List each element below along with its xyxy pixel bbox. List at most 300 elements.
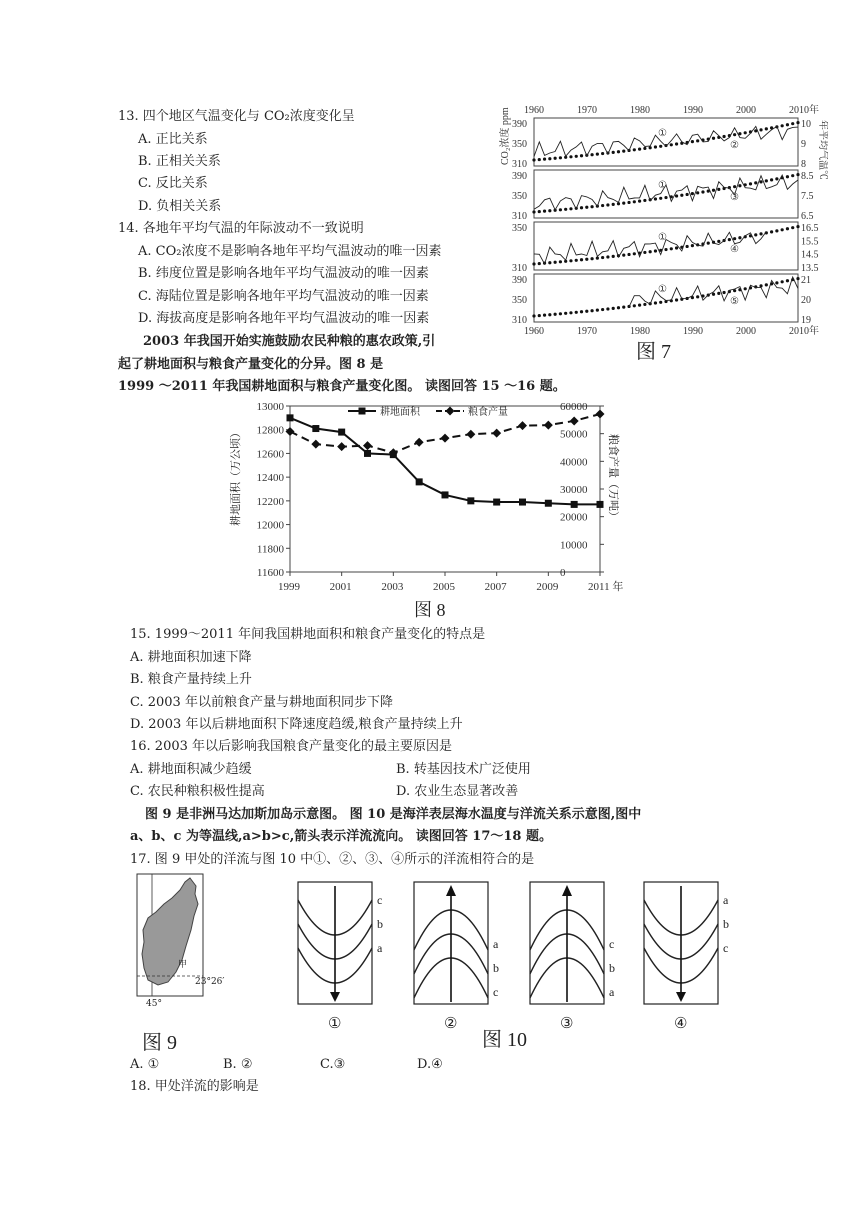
fig10-isotherm-label: a — [609, 985, 615, 999]
fig7-top-tick: 1980 — [630, 105, 650, 116]
fig8-ylabel-right: 粮食产量（万吨） — [607, 434, 620, 522]
q16-option-c: C. 农民种粮积极性提高 — [130, 784, 265, 799]
fig7-co2-point — [606, 255, 609, 258]
fig10-panel-number: ③ — [560, 1014, 574, 1032]
fig7-ylabel-left: CO₂浓度 ppm — [500, 107, 511, 165]
fig7-co2-point — [675, 298, 678, 301]
fig7-left-tick: 350 — [512, 223, 527, 234]
fig9-caption: 图 9 — [142, 1032, 177, 1054]
fig7-bottom-tick: 1970 — [577, 326, 597, 337]
madagascar-island — [142, 878, 198, 985]
q15-option-c: C. 2003 年以前粮食产量与耕地面积同步下降 — [130, 695, 393, 710]
fig7-co2-point — [796, 173, 799, 176]
fig10-panel-number: ① — [328, 1014, 342, 1032]
fig7-co2-point — [633, 252, 636, 255]
fig7-co2-point — [612, 255, 615, 258]
x-tick-label: 2005 — [433, 581, 455, 593]
fig7-co2-point — [675, 246, 678, 249]
fig7-co2-point — [781, 228, 784, 231]
q16-option-a: A. 耕地面积减少趋缓 — [130, 762, 252, 777]
fig10-arrow-head-icon — [676, 992, 686, 1002]
fig7-co2-point — [717, 188, 720, 191]
fig7-co2-point — [559, 312, 562, 315]
fig7-right-tick: 8.5 — [801, 171, 814, 182]
fig7-curve-label-co2: ① — [658, 180, 667, 191]
fig7-co2-point — [638, 304, 641, 307]
fig7-co2-point — [559, 260, 562, 263]
fig7-left-tick: 350 — [512, 191, 527, 202]
fig7-co2-point — [654, 145, 657, 148]
fig7-co2-point — [633, 148, 636, 151]
fig7-co2-point — [559, 208, 562, 211]
legend-marker-square — [359, 408, 366, 415]
fig7-co2-point — [791, 226, 794, 229]
y-left-tick-label: 12000 — [256, 519, 284, 532]
q15-option-b: B. 粮食产量持续上升 — [130, 672, 252, 687]
fig7-co2-point — [590, 153, 593, 156]
fig7-curve-label-temp: ④ — [730, 244, 739, 255]
fig7-co2-point — [759, 180, 762, 183]
fig7-co2-point — [707, 242, 710, 245]
fig7-top-tick: 2010年 — [789, 105, 819, 116]
fig7-co2-point — [659, 145, 662, 148]
fig7-co2-point — [654, 301, 657, 304]
fig7-co2-point — [638, 200, 641, 203]
fig7-co2-point — [575, 311, 578, 314]
fig7-co2-point — [686, 245, 689, 248]
fig7-co2-point — [654, 249, 657, 252]
fig7-co2-point — [759, 128, 762, 131]
fig7-co2-point — [670, 247, 673, 250]
fig7-co2-point — [622, 149, 625, 152]
fig7-co2-point — [532, 210, 535, 213]
fig7-co2-point — [712, 137, 715, 140]
fig7-left-tick: 390 — [512, 119, 527, 130]
latitude-label: 23°26′ — [195, 977, 225, 987]
fig7-co2-point — [569, 311, 572, 314]
fig7-co2-point — [722, 135, 725, 138]
fig7-co2-point — [691, 192, 694, 195]
fig7-right-tick: 10 — [801, 119, 811, 130]
q13-option-c: C. 反比关系 — [138, 176, 208, 191]
fig7-co2-point — [538, 158, 541, 161]
intro-15-line-3: 1999 ～2011 年我国耕地面积与粮食产量变化图。 读图回答 15 ～16 题。 — [118, 379, 566, 394]
cultivated-area-point — [364, 450, 371, 457]
fig7-co2-point — [728, 238, 731, 241]
fig7-co2-point — [627, 253, 630, 256]
grain-output-point — [466, 430, 475, 439]
q15-option-a: A. 耕地面积加速下降 — [130, 650, 252, 665]
fig10-isotherm-label: b — [609, 961, 615, 975]
fig10-isotherm-label: c — [377, 893, 383, 907]
fig7-co2-point — [617, 150, 620, 153]
fig7-co2-point — [796, 225, 799, 228]
fig7-curve-label-temp: ② — [730, 140, 739, 151]
fig10-arrow-head-icon — [446, 885, 456, 896]
fig7-right-tick: 8 — [801, 159, 806, 170]
cultivated-area-point — [416, 478, 423, 485]
fig7-co2-point — [696, 139, 699, 142]
fig7-co2-point — [601, 308, 604, 311]
cultivated-area-point — [442, 491, 449, 498]
figure-7 — [498, 100, 828, 362]
fig7-co2-point — [680, 194, 683, 197]
fig7-co2-point — [590, 257, 593, 260]
q15-stem: 15. 1999～2011 年间我国耕地面积和粮食产量变化的特点是 — [130, 627, 486, 642]
fig8-caption: 图 8 — [414, 600, 446, 620]
fig7-co2-point — [601, 152, 604, 155]
fig7-co2-point — [664, 196, 667, 199]
legend-label-cultivated-area: 耕地面积 — [380, 407, 420, 418]
fig7-co2-point — [532, 158, 535, 161]
fig10-panel-number: ② — [444, 1014, 458, 1032]
fig7-co2-point — [791, 174, 794, 177]
fig7-co2-point — [775, 229, 778, 232]
y-right-tick-label: 0 — [560, 567, 566, 579]
fig7-right-tick: 21 — [801, 275, 811, 286]
fig7-co2-point — [538, 314, 541, 317]
grain-output-point — [518, 421, 527, 430]
fig7-co2-point — [548, 157, 551, 160]
fig7-co2-point — [532, 262, 535, 265]
fig7-co2-point — [781, 124, 784, 127]
fig7-bottom-tick: 1980 — [630, 326, 650, 337]
grain-output-point — [441, 434, 450, 443]
fig7-co2-point — [590, 309, 593, 312]
grain-output-point — [570, 416, 579, 425]
fig7-right-tick: 20 — [801, 295, 811, 306]
fig7-curve-label-co2: ① — [658, 284, 667, 295]
fig7-left-tick: 310 — [512, 263, 527, 274]
cultivated-area-point — [467, 497, 474, 504]
fig7-caption: 图 7 — [636, 341, 671, 362]
fig7-co2-point — [744, 287, 747, 290]
fig7-co2-point — [559, 156, 562, 159]
q18-stem: 18. 甲处洋流的影响是 — [130, 1079, 259, 1094]
cultivated-area-point — [597, 501, 604, 508]
q14-option-a: A. CO₂浓度不是影响各地年平均气温波动的唯一因素 — [138, 244, 442, 259]
grain-output-point — [544, 421, 553, 430]
grain-output-point — [286, 427, 295, 436]
fig7-co2-point — [691, 244, 694, 247]
x-tick-label: 2003 — [381, 581, 404, 593]
fig7-co2-point — [612, 203, 615, 206]
fig7-co2-point — [643, 303, 646, 306]
fig7-co2-point — [791, 122, 794, 125]
q13-stem: 13. 四个地区气温变化与 CO₂浓度变化呈 — [118, 109, 355, 124]
fig7-co2-point — [554, 261, 557, 264]
fig7-co2-point — [585, 258, 588, 261]
fig7-right-tick: 13.5 — [801, 263, 819, 274]
figure-8-chart — [228, 398, 628, 620]
fig7-co2-point — [564, 312, 567, 315]
fig7-co2-point — [575, 155, 578, 158]
y-left-tick-label: 13000 — [256, 401, 284, 413]
fig7-co2-point — [569, 207, 572, 210]
fig7-co2-point — [733, 185, 736, 188]
fig7-bottom-tick: 2000 — [736, 326, 756, 337]
fig7-co2-point — [538, 262, 541, 265]
place-jia-label: 甲 — [178, 960, 188, 970]
fig10-arrow-head-icon — [330, 992, 340, 1002]
grain-output-point — [337, 442, 346, 451]
legend-marker-diamond — [446, 407, 455, 416]
fig7-curve-label-temp: ③ — [730, 192, 739, 203]
series-line-grain-output — [290, 414, 600, 453]
fig7-co2-point — [664, 248, 667, 251]
fig10-isotherm-label: a — [377, 941, 383, 955]
fig7-co2-point — [781, 280, 784, 283]
fig7-co2-point — [770, 178, 773, 181]
fig7-co2-point — [765, 127, 768, 130]
fig10-isotherm-label: a — [493, 937, 499, 951]
y-left-tick-label: 12800 — [256, 424, 284, 437]
cultivated-area-point — [493, 499, 500, 506]
fig7-co2-point — [601, 256, 604, 259]
q17-option-d: D.④ — [417, 1057, 443, 1072]
fig7-bottom-tick: 1960 — [524, 326, 544, 337]
q15-option-d: D. 2003 年以后耕地面积下降速度趋缓,粮食产量持续上升 — [130, 717, 463, 732]
fig7-co2-point — [675, 142, 678, 145]
fig7-ylabel-right: 年平均气温℃ — [817, 120, 828, 180]
fig7-co2-point — [622, 305, 625, 308]
fig7-co2-point — [659, 197, 662, 200]
q17-stem: 17. 图 9 甲处的洋流与图 10 中①、②、③、④所示的洋流相符合的是 — [130, 852, 535, 867]
fig7-top-tick: 2000 — [736, 105, 756, 116]
x-tick-label: 2001 — [329, 581, 352, 593]
y-left-tick-label: 12600 — [256, 448, 284, 461]
q14-option-c: C. 海陆位置是影响各地年平均气温波动的唯一因素 — [138, 289, 429, 304]
fig7-right-tick: 14.5 — [801, 249, 819, 261]
fig7-co2-point — [649, 250, 652, 253]
fig7-co2-point — [612, 151, 615, 154]
fig10-isotherm-label: a — [723, 893, 729, 907]
fig7-co2-point — [733, 133, 736, 136]
intro-15-line-1: 2003 年我国开始实施鼓励农民种粮的惠农政策,引 — [143, 334, 436, 349]
longitude-label: 45° — [146, 999, 162, 1009]
fig7-co2-point — [696, 191, 699, 194]
fig7-co2-point — [765, 283, 768, 286]
fig7-left-tick: 350 — [512, 295, 527, 306]
fig7-co2-point — [596, 153, 599, 156]
fig10-isotherm-label: c — [493, 985, 499, 999]
fig7-right-tick: 15.5 — [801, 236, 819, 248]
fig7-co2-point — [749, 182, 752, 185]
y-left-tick-label: 11800 — [256, 543, 284, 556]
grain-output-point — [492, 429, 501, 438]
fig7-co2-point — [585, 206, 588, 209]
fig7-co2-point — [543, 158, 546, 161]
fig7-co2-point — [633, 200, 636, 203]
fig7-co2-point — [759, 284, 762, 287]
fig7-co2-point — [601, 204, 604, 207]
x-tick-label: 2011 年 — [588, 581, 624, 593]
q13-option-d: D. 负相关关系 — [138, 199, 222, 214]
fig7-left-tick: 350 — [512, 139, 527, 150]
fig7-right-tick: 19 — [801, 315, 811, 326]
q16-option-b: B. 转基因技术广泛使用 — [396, 762, 531, 777]
fig7-bottom-tick: 1990 — [683, 326, 703, 337]
intro-15-line-2: 起了耕地面积与粮食产量变化的分异。图 8 是 — [118, 357, 384, 372]
fig7-top-tick: 1990 — [683, 105, 703, 116]
cultivated-area-point — [312, 425, 319, 432]
fig7-co2-point — [722, 291, 725, 294]
y-left-tick-label: 12400 — [256, 472, 284, 485]
x-tick-label: 2007 — [484, 581, 507, 593]
intro-17-line-2: a、b、c 为等温线,a>b>c,箭头表示洋流流向。 读图回答 17～18 题。 — [130, 829, 552, 844]
fig7-co2-point — [580, 206, 583, 209]
fig7-co2-point — [786, 227, 789, 230]
fig7-left-tick: 390 — [512, 275, 527, 286]
y-right-tick-label: 20000 — [560, 511, 588, 524]
fig7-co2-point — [670, 143, 673, 146]
fig7-co2-point — [590, 205, 593, 208]
fig7-top-tick: 1960 — [524, 105, 544, 116]
fig7-left-tick: 310 — [512, 211, 527, 222]
fig7-co2-point — [775, 281, 778, 284]
fig7-co2-point — [606, 203, 609, 206]
fig7-co2-point — [686, 193, 689, 196]
x-tick-label: 1999 — [278, 581, 300, 593]
q16-option-d: D. 农业生态显著改善 — [396, 784, 519, 799]
fig7-co2-point — [617, 306, 620, 309]
intro-17-line-1: 图 9 是非洲马达加斯加岛示意图。 图 10 是海洋表层海水温度与洋流关系示意图,图中 — [145, 807, 642, 822]
fig7-co2-point — [569, 155, 572, 158]
fig7-co2-point — [754, 233, 757, 236]
fig7-co2-point — [580, 258, 583, 261]
fig7-co2-point — [649, 146, 652, 149]
fig7-co2-point — [538, 210, 541, 213]
fig7-co2-point — [580, 154, 583, 157]
fig10-isotherm-label: c — [723, 941, 729, 955]
q13-option-a: A. 正比关系 — [138, 132, 208, 147]
cultivated-area-point — [287, 414, 294, 421]
fig7-right-tick: 6.5 — [801, 211, 814, 222]
fig10-panel-number: ④ — [674, 1014, 688, 1032]
fig10-isotherm-label: b — [377, 917, 383, 931]
fig7-right-tick: 7.5 — [801, 191, 814, 202]
y-right-tick-label: 30000 — [560, 484, 588, 496]
fig7-co2-point — [786, 123, 789, 126]
fig7-co2-point — [696, 295, 699, 298]
q14-stem: 14. 各地年平均气温的年际波动不一致说明 — [118, 221, 364, 236]
fig7-left-tick: 310 — [512, 159, 527, 170]
cultivated-area-point — [338, 429, 345, 436]
fig7-co2-point — [596, 309, 599, 312]
fig7-co2-point — [606, 307, 609, 310]
fig7-co2-point — [744, 131, 747, 134]
q14-option-b: B. 纬度位置是影响各地年平均气温波动的唯一因素 — [138, 266, 429, 281]
fig7-co2-point — [717, 292, 720, 295]
fig7-co2-point — [622, 201, 625, 204]
fig7-co2-point — [717, 240, 720, 243]
fig7-co2-point — [532, 314, 535, 317]
fig7-co2-point — [712, 189, 715, 192]
fig7-panel-frame — [534, 274, 798, 322]
fig7-top-tick: 1970 — [577, 105, 597, 116]
fig7-co2-point — [654, 197, 657, 200]
fig7-co2-point — [643, 199, 646, 202]
cultivated-area-point — [545, 500, 552, 507]
cultivated-area-point — [519, 499, 526, 506]
fig7-curve-label-co2: ① — [658, 128, 667, 139]
fig7-panel-frame — [534, 118, 798, 166]
y-right-tick-label: 40000 — [560, 456, 588, 469]
fig7-co2-point — [659, 301, 662, 304]
fig7-right-tick: 9 — [801, 139, 806, 150]
fig7-co2-point — [796, 277, 799, 280]
fig10-caption: 图 10 — [482, 1029, 527, 1051]
fig7-co2-point — [738, 184, 741, 187]
fig7-co2-point — [564, 208, 567, 211]
fig7-co2-point — [548, 261, 551, 264]
fig10-isotherm-label: b — [723, 917, 729, 931]
fig7-co2-point — [691, 140, 694, 143]
fig7-co2-point — [765, 179, 768, 182]
fig7-co2-point — [754, 181, 757, 184]
fig7-co2-point — [701, 190, 704, 193]
fig7-curve-label-co2: ① — [658, 232, 667, 243]
fig7-co2-point — [786, 175, 789, 178]
q17-option-b: B. ② — [223, 1057, 253, 1072]
fig7-bottom-tick: 2010年 — [789, 326, 819, 337]
fig7-co2-point — [675, 194, 678, 197]
cultivated-area-point — [571, 501, 578, 508]
q13-option-b: B. 正相关关系 — [138, 154, 221, 169]
fig7-co2-point — [622, 253, 625, 256]
fig8-ylabel-left: 耕地面积（万公顷） — [229, 427, 242, 526]
fig7-co2-point — [612, 307, 615, 310]
fig7-co2-point — [633, 304, 636, 307]
fig10-arrow-head-icon — [562, 885, 572, 896]
fig7-co2-point — [738, 236, 741, 239]
fig7-co2-point — [548, 313, 551, 316]
fig7-co2-point — [548, 209, 551, 212]
fig7-co2-point — [585, 310, 588, 313]
fig7-co2-point — [786, 279, 789, 282]
fig7-co2-point — [796, 121, 799, 124]
fig7-co2-point — [638, 148, 641, 151]
x-tick-label: 2009 — [536, 581, 559, 593]
q17-option-c: C.③ — [320, 1057, 346, 1072]
fig7-co2-point — [643, 147, 646, 150]
fig7-co2-point — [554, 313, 557, 316]
legend-label-grain-output: 粮食产量 — [468, 407, 508, 418]
fig7-panel-frame — [534, 170, 798, 218]
fig7-co2-point — [569, 259, 572, 262]
fig7-co2-point — [770, 230, 773, 233]
fig7-co2-point — [575, 259, 578, 262]
y-right-tick-label: 50000 — [560, 428, 588, 441]
fig7-co2-point — [733, 237, 736, 240]
y-right-tick-label: 60000 — [560, 401, 588, 413]
fig7-right-tick: 16.5 — [801, 223, 819, 234]
fig7-co2-point — [554, 157, 557, 160]
y-left-tick-label: 11600 — [256, 567, 284, 579]
fig7-left-tick: 310 — [512, 315, 527, 326]
fig7-co2-point — [775, 177, 778, 180]
fig7-co2-point — [759, 232, 762, 235]
y-right-tick-label: 10000 — [560, 539, 588, 552]
grain-output-point — [363, 441, 372, 450]
fig7-panel-frame — [534, 222, 798, 270]
y-left-tick-label: 12200 — [256, 495, 284, 508]
q16-stem: 16. 2003 年以后影响我国粮食产量变化的最主要原因是 — [130, 739, 453, 754]
fig7-co2-point — [543, 210, 546, 213]
fig7-co2-point — [643, 251, 646, 254]
grain-output-point — [311, 440, 320, 449]
fig10-isotherm-label: b — [493, 961, 499, 975]
